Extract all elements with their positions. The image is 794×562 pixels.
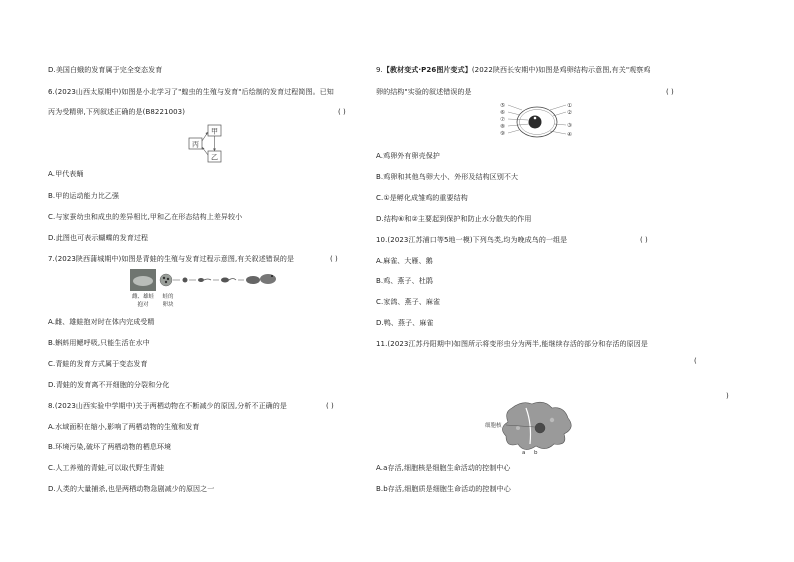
q6-option-a: A.甲代表蛹 bbox=[48, 170, 84, 178]
q9-stem-line1 bbox=[376, 66, 650, 75]
q8-stem-line1: 8.(2023山西实验中学期中)关于两栖动物在不断减少的原因,分析不正确的是 bbox=[48, 402, 287, 410]
q9-marker-8: ⑧ bbox=[500, 124, 505, 130]
q9-stem-line2: 卵的结构"实验的叙述错误的是 bbox=[376, 88, 472, 96]
q11-paren-open: ( bbox=[694, 357, 697, 365]
q10-option-d: D.鸭、燕子、麻雀 bbox=[376, 319, 434, 327]
q10-option-b: B.鸡、燕子、杜鹃 bbox=[376, 277, 433, 285]
q6-stem-line2: 丙为受精卵,下列叙述正确的是(B8221003) bbox=[48, 108, 186, 116]
q7-option-d: D.青蛙的发育离不开细胞的分裂和分化 bbox=[48, 381, 170, 389]
q6-stem-line1: 6.(2023山西太原期中)如图是小北学习了"蝗虫的生殖与发育"后绘制的发育过程简图。已知 bbox=[48, 88, 334, 96]
q7-caption-2: 抱对 bbox=[137, 302, 149, 308]
q7-caption-1: 雌、雄蛙 bbox=[131, 294, 155, 300]
q6-label-c: 丙 bbox=[192, 140, 199, 149]
q7-option-a: A.雌、雄蛙抱对时在体内完成受精 bbox=[48, 318, 155, 326]
q7-froglet bbox=[246, 276, 260, 284]
q6-option-d: D.此图也可表示蝴蝶的发育过程 bbox=[48, 234, 149, 242]
q6-option-c: C.与家蚕幼虫和成虫的差异相比,甲和乙在形态结构上差异较小 bbox=[48, 213, 243, 221]
q9-marker-7: ⑦ bbox=[500, 117, 505, 123]
q8-option-d: D.人类的大量捕杀,也是两栖动物急剧减少的原因之一 bbox=[48, 485, 215, 493]
q9-stem-rest: (2022陕西长安期中)如图是鸡卵结构示意图,有关"观察鸡 bbox=[471, 66, 651, 74]
q9-marker-5: ⑤ bbox=[500, 103, 505, 109]
q11-label-nucleus: 细胞核 bbox=[485, 423, 502, 429]
q7-frog-shape bbox=[133, 276, 153, 286]
q9-option-d: D.结构⑥和②主要起到保护和防止水分散失的作用 bbox=[376, 215, 532, 223]
q8-answer-paren: ( ) bbox=[326, 402, 334, 410]
q6-label-b: 乙 bbox=[211, 153, 218, 162]
q9-marker-6: ⑥ bbox=[500, 110, 505, 116]
q9-option-b: B.鸡卵和其他鸟卵大小、外形及结构区别不大 bbox=[376, 173, 519, 181]
q7-egg-mass bbox=[160, 274, 172, 286]
q6-arrowhead-c-a bbox=[206, 132, 209, 135]
q11-label-a: a bbox=[522, 450, 526, 456]
q11-option-a: A.a存活,细胞核是细胞生命活动的控制中心 bbox=[376, 464, 511, 472]
q9-marker-9: ⑨ bbox=[500, 131, 505, 137]
q9-egg-structure-diagram bbox=[498, 98, 576, 146]
q7-option-b: B.蝌蚪用鳃呼吸,只能生活在水中 bbox=[48, 339, 150, 347]
q7-adult-frog bbox=[260, 274, 276, 284]
q11-amoeba-image bbox=[482, 398, 582, 456]
q10-answer-paren: ( ) bbox=[640, 236, 648, 244]
q11-nucleus bbox=[535, 423, 545, 433]
q7-tadpole-2 bbox=[221, 278, 229, 283]
q11-label-b: b bbox=[534, 450, 538, 456]
q7-tadpole-1 bbox=[198, 278, 204, 282]
q9-marker-2: ② bbox=[567, 110, 572, 116]
q8-option-a: A.水域面积在缩小,影响了两栖动物的生殖和发育 bbox=[48, 423, 200, 431]
q5-option-d: D.美国白蛾的发育属于完全变态发育 bbox=[48, 66, 163, 74]
q7-egg bbox=[183, 278, 188, 283]
q7-option-c: C.青蛙的发育方式属于变态发育 bbox=[48, 360, 148, 368]
q6-label-a: 甲 bbox=[211, 127, 218, 136]
q11-paren-close: ) bbox=[726, 392, 729, 400]
q8-option-b: B.环境污染,破坏了两栖动物的栖息环境 bbox=[48, 443, 172, 451]
q7-answer-paren: ( ) bbox=[330, 255, 338, 263]
q7-frog-lifecycle-image bbox=[128, 268, 278, 310]
q9-germinal-disc bbox=[534, 117, 537, 120]
q6-arrowhead-a-b bbox=[213, 149, 216, 152]
q6-answer-paren: ( ) bbox=[338, 108, 346, 116]
q7-caption-4: 卵块 bbox=[162, 302, 174, 308]
q7-stem-line1: 7.(2023陕西蒲城期中)如图是青蛙的生殖与发育过程示意图,有关叙述错误的是 bbox=[48, 255, 295, 263]
q9-marker-4: ④ bbox=[567, 132, 572, 138]
q6-option-b: B.甲的运动能力比乙强 bbox=[48, 192, 120, 200]
q10-option-c: C.家鸽、燕子、麻雀 bbox=[376, 298, 441, 306]
q9-marker-3: ③ bbox=[567, 123, 572, 129]
q9-answer-paren: ( ) bbox=[666, 88, 674, 96]
q9-marker-1: ① bbox=[567, 103, 572, 109]
q11-stem-line1: 11.(2023江苏丹阳期中)如图所示将变形虫分为两半,能继续存活的部分和存活的原因是 bbox=[376, 340, 648, 348]
q11-option-b: B.b存活,细胞质是细胞生命活动的控制中心 bbox=[376, 485, 511, 493]
q10-option-a: A.麻雀、大雁、鹅 bbox=[376, 257, 433, 265]
q9-tag: 【教材变式·P26图片变式】 bbox=[382, 66, 472, 74]
q9-number: 9. bbox=[376, 66, 383, 74]
q10-stem-line1: 10.(2023江苏浦口等5地一模)下列鸟类,均为晚成鸟的一组是 bbox=[376, 236, 568, 244]
q9-option-a: A.鸡卵外有卵壳保护 bbox=[376, 152, 440, 160]
q9-option-c: C.①是孵化成雏鸡的重要结构 bbox=[376, 194, 468, 202]
q7-caption-3: 蛙的 bbox=[162, 294, 174, 300]
q6-cycle-diagram bbox=[186, 124, 236, 164]
q8-option-c: C.人工养殖的青蛙,可以取代野生青蛙 bbox=[48, 464, 165, 472]
